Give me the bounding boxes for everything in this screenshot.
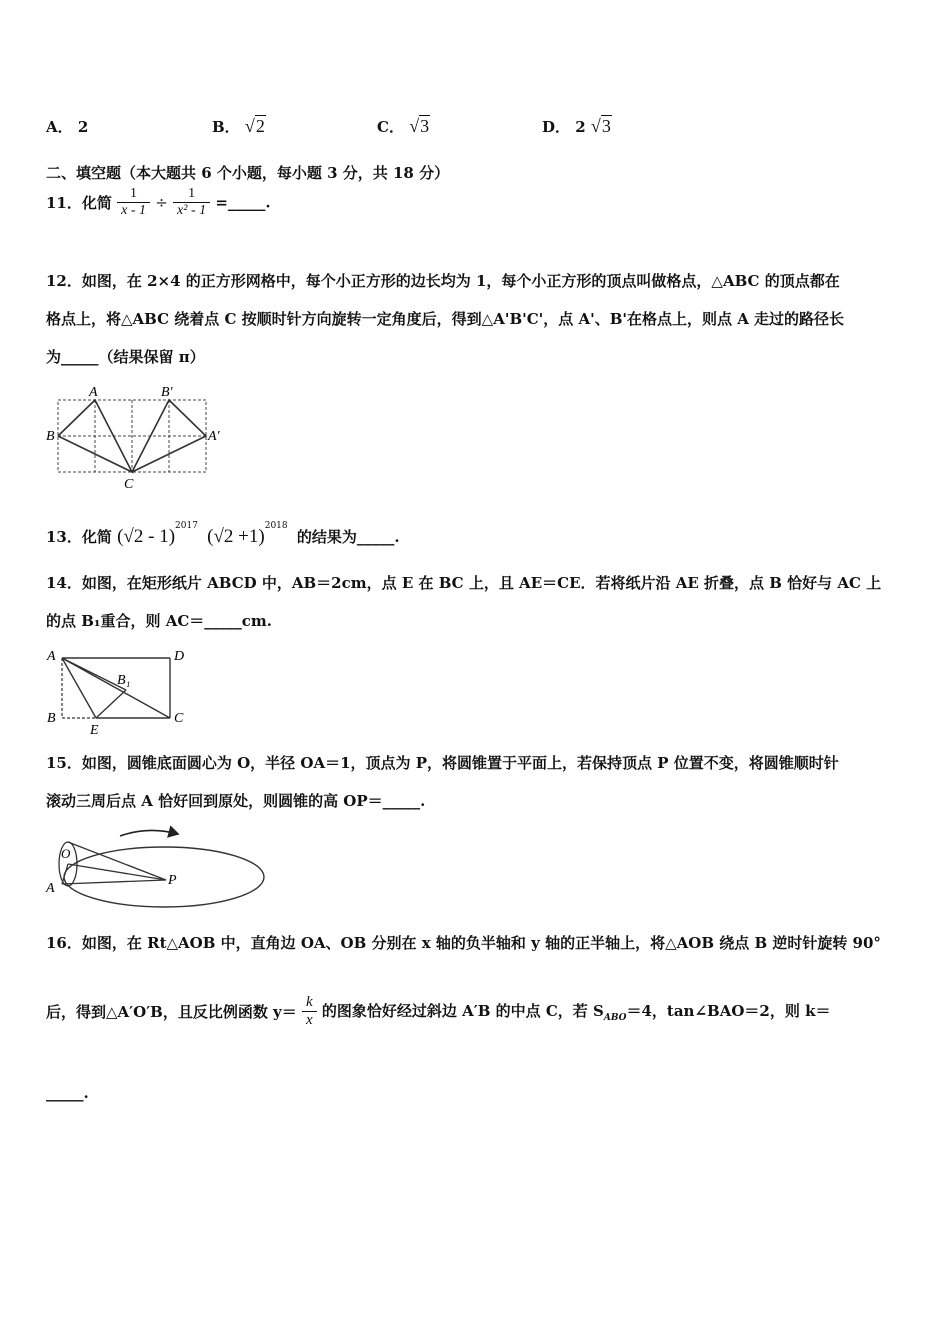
q16-line-2a: 后，得到△A′O′B，且反比例函数 y＝ <box>46 1003 297 1021</box>
q13-prefix: 13．化简 <box>46 528 112 546</box>
q13-exp-2: 2018 <box>264 521 288 531</box>
question-13 <box>46 516 400 548</box>
option-b-label: B． <box>212 118 240 136</box>
q14-label-a: A <box>47 649 56 664</box>
q16-fraction <box>302 994 317 1029</box>
q13-term-1: (√2 - 1) <box>117 526 176 547</box>
q14-label-d: D <box>174 649 185 664</box>
q13-exp-1: 2017 <box>175 521 198 531</box>
q16-frac-denominator: x <box>306 1012 313 1028</box>
q12-label-b: B <box>46 429 55 444</box>
q16-line-2b-text: 的图象恰好经过斜边 A′B 的中点 C，若 S <box>321 1002 604 1020</box>
q11-f2-denominator: x² - 1 <box>177 203 207 218</box>
q11-prefix: 11．化简 <box>46 194 112 212</box>
q14-label-b1: B₁ <box>117 673 131 688</box>
q12-line-3: 为_____（结果保留 π） <box>46 348 205 366</box>
q16-subscript: ABO <box>603 1013 627 1023</box>
q14-line-1: 14．如图，在矩形纸片 ABCD 中，AB＝2cm，点 E 在 BC 上，且 AE＝CE．若将纸片沿 AE 折叠，点 B 恰好与 AC 上 <box>46 574 882 592</box>
option-b-value: 2 <box>255 116 265 136</box>
q15-label-o: O <box>61 846 71 861</box>
option-c-label: C． <box>377 118 404 136</box>
option-a-value: 2 <box>77 118 89 136</box>
q12-label-bprime: B′ <box>161 385 173 400</box>
q15-label-a: A <box>46 881 55 896</box>
q16-frac-numerator: k <box>302 994 317 1012</box>
q12-label-a: A <box>89 385 98 400</box>
q14-label-b: B <box>47 711 56 726</box>
q16-line-2 <box>46 994 830 1029</box>
q15-label-p: P <box>168 873 177 888</box>
q11-operator: ÷ <box>155 193 168 212</box>
question-11 <box>46 186 271 219</box>
q12-line-2: 格点上，将△ABC 绕着点 C 按顺时针方向旋转一定角度后，得到△A'B'C'，点 A'、B'在格点上，则点 A 走过的路径长 <box>46 310 845 328</box>
q13-suffix: 的结果为_____. <box>296 528 400 546</box>
option-b-radical: √2 <box>244 116 265 136</box>
section-title: 二、填空题（本大题共 6 个小题，每小题 3 分，共 18 分） <box>46 164 450 182</box>
q13-term-2: (√2 +1) <box>207 526 265 547</box>
q12-line-1: 12．如图，在 2×4 的正方形网格中，每个小正方形的边长均为 1，每个小正方形的顶点叫做格点，△ABC 的顶点都在 <box>46 272 840 290</box>
q16-line-3: _____. <box>46 1084 89 1102</box>
q11-fraction-2 <box>173 186 210 219</box>
q14-figure <box>44 644 194 736</box>
q11-f1-numerator: 1 <box>117 186 150 203</box>
q12-label-aprime: A′ <box>208 429 220 444</box>
option-c-radical: √3 <box>409 116 430 136</box>
q14-line-2: 的点 B₁重合，则 AC＝_____cm. <box>46 612 272 630</box>
q12-label-c: C <box>124 477 134 492</box>
option-b <box>212 104 266 137</box>
q16-line-2c: ＝4，tan∠BAO＝2，则 k＝ <box>626 1002 831 1020</box>
q11-f2-numerator: 1 <box>173 186 210 203</box>
option-a-label: A． <box>46 118 73 136</box>
q16-line-1: 16．如图，在 Rt△AOB 中，直角边 OA、OB 分别在 x 轴的负半轴和 y 轴的正半轴上，将△AOB 绕点 B 逆时针旋转 90° <box>46 934 881 952</box>
q11-tail: =_____. <box>215 193 271 212</box>
q15-line-1: 15．如图，圆锥底面圆心为 O，半径 OA＝1，顶点为 P，将圆锥置于平面上，若保持顶点 P 位置不变，将圆锥顺时针 <box>46 754 839 772</box>
option-c <box>377 104 430 137</box>
q12-figure <box>44 380 228 492</box>
q11-f1-denominator: x - 1 <box>121 203 146 218</box>
option-c-value: 3 <box>420 116 430 136</box>
option-d <box>542 104 612 137</box>
q11-fraction-1 <box>117 186 150 219</box>
option-d-label: D． <box>542 118 571 136</box>
option-a <box>46 116 88 137</box>
option-d-radical: √3 <box>590 116 611 136</box>
q15-line-2: 滚动三周后点 A 恰好回到原处，则圆锥的高 OP＝_____. <box>46 792 426 810</box>
q16-line-2b <box>322 1000 831 1023</box>
q14-label-c: C <box>174 711 184 726</box>
option-d-value: 3 <box>601 116 611 136</box>
option-d-coef: 2 <box>575 118 586 136</box>
q14-label-e: E <box>90 723 99 736</box>
q15-figure <box>44 822 270 914</box>
